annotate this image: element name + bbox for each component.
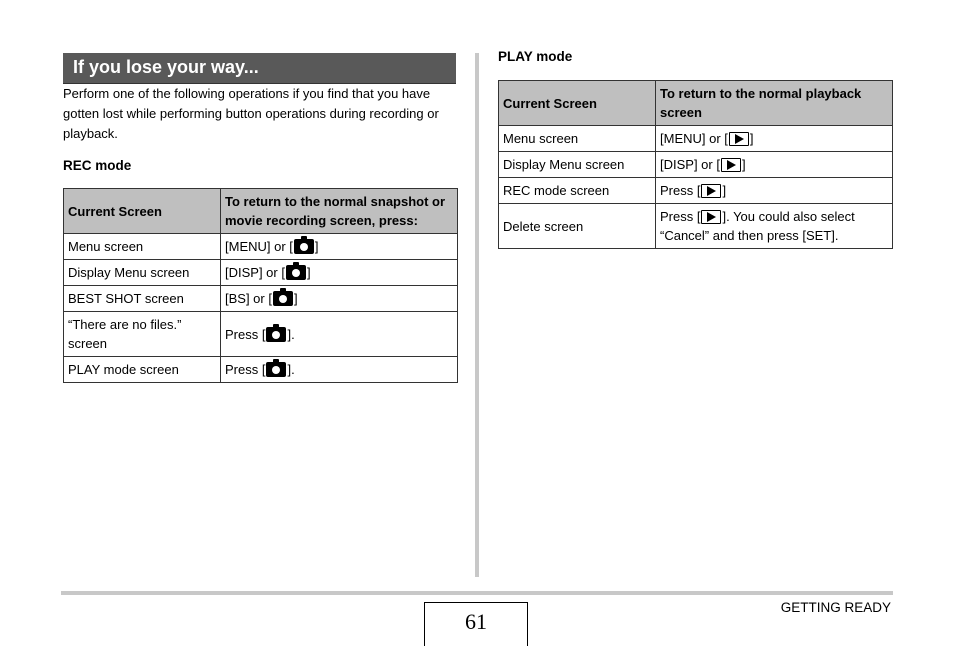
header-return-action: To return to the normal playback screen <box>656 81 893 126</box>
table-row <box>64 234 458 260</box>
row-action <box>221 260 458 286</box>
intro-text: Perform one of the following operations if you find that you have gotten lost while performing button operations during recording or playback. <box>63 86 439 141</box>
row-screen: BEST SHOT screen <box>64 286 221 312</box>
column-divider <box>475 53 479 577</box>
action-text: Press [ <box>660 183 701 198</box>
row-action <box>656 204 893 249</box>
play-mode-heading: PLAY mode <box>498 49 573 64</box>
action-text: ] <box>293 291 298 306</box>
action-text: ]. <box>287 326 295 342</box>
table-header-row <box>64 189 458 234</box>
action-text: ]. You could also select “Cancel” and then press [SET]. <box>660 209 855 243</box>
row-action <box>656 152 893 178</box>
camera-icon <box>266 327 286 342</box>
camera-icon <box>286 265 306 280</box>
row-action <box>221 234 458 260</box>
action-text: ]. <box>287 362 295 377</box>
rec-mode-table <box>63 188 458 383</box>
table-row <box>64 260 458 286</box>
row-screen: Display Menu screen <box>499 152 656 178</box>
page-number: 61 <box>465 609 487 634</box>
rec-mode-heading: REC mode <box>63 158 132 173</box>
action-text: Press [ <box>225 362 266 377</box>
play-icon <box>729 132 749 146</box>
header-current-screen: Current Screen <box>64 189 221 234</box>
camera-icon <box>294 239 314 254</box>
chapter-label: GETTING READY <box>780 600 891 615</box>
row-screen: Menu screen <box>499 126 656 152</box>
row-screen: Display Menu screen <box>64 260 221 286</box>
row-screen: PLAY mode screen <box>64 357 221 383</box>
play-icon <box>701 210 721 224</box>
table-row <box>499 204 893 249</box>
table-row <box>499 126 893 152</box>
table-row <box>64 312 458 357</box>
camera-icon <box>266 362 286 377</box>
action-text: [BS] or [ <box>225 291 272 306</box>
play-icon <box>701 184 721 198</box>
camera-icon <box>273 291 293 306</box>
row-action <box>656 126 893 152</box>
row-action <box>221 357 458 383</box>
action-text: [DISP] or [ <box>660 157 720 172</box>
row-action <box>656 178 893 204</box>
footer-divider <box>61 591 893 595</box>
action-text: [MENU] or [ <box>225 239 293 254</box>
action-text: [MENU] or [ <box>660 131 728 146</box>
table-row <box>64 357 458 383</box>
action-text: ] <box>306 265 311 280</box>
row-screen: “There are no files.” screen <box>64 312 221 357</box>
section-title-bar <box>63 53 456 84</box>
action-text: ] <box>722 183 727 198</box>
row-action <box>221 312 458 357</box>
table-row <box>64 286 458 312</box>
action-text: Press [ <box>225 326 266 342</box>
row-screen: REC mode screen <box>499 178 656 204</box>
play-mode-table <box>498 80 893 249</box>
table-row <box>499 178 893 204</box>
action-text: Press [ <box>660 209 701 224</box>
table-header-row <box>499 81 893 126</box>
action-text: [DISP] or [ <box>225 265 285 280</box>
action-text: ] <box>741 157 746 172</box>
section-title: If you lose your way... <box>73 57 259 77</box>
header-return-action: To return to the normal snapshot or movie recording screen, press: <box>221 189 458 234</box>
play-icon <box>721 158 741 172</box>
action-text: ] <box>314 239 319 254</box>
header-current-screen: Current Screen <box>499 81 656 126</box>
row-screen: Delete screen <box>499 204 656 249</box>
row-screen: Menu screen <box>64 234 221 260</box>
row-action <box>221 286 458 312</box>
action-text: ] <box>749 131 754 146</box>
page-number-box <box>424 602 528 646</box>
table-row <box>499 152 893 178</box>
